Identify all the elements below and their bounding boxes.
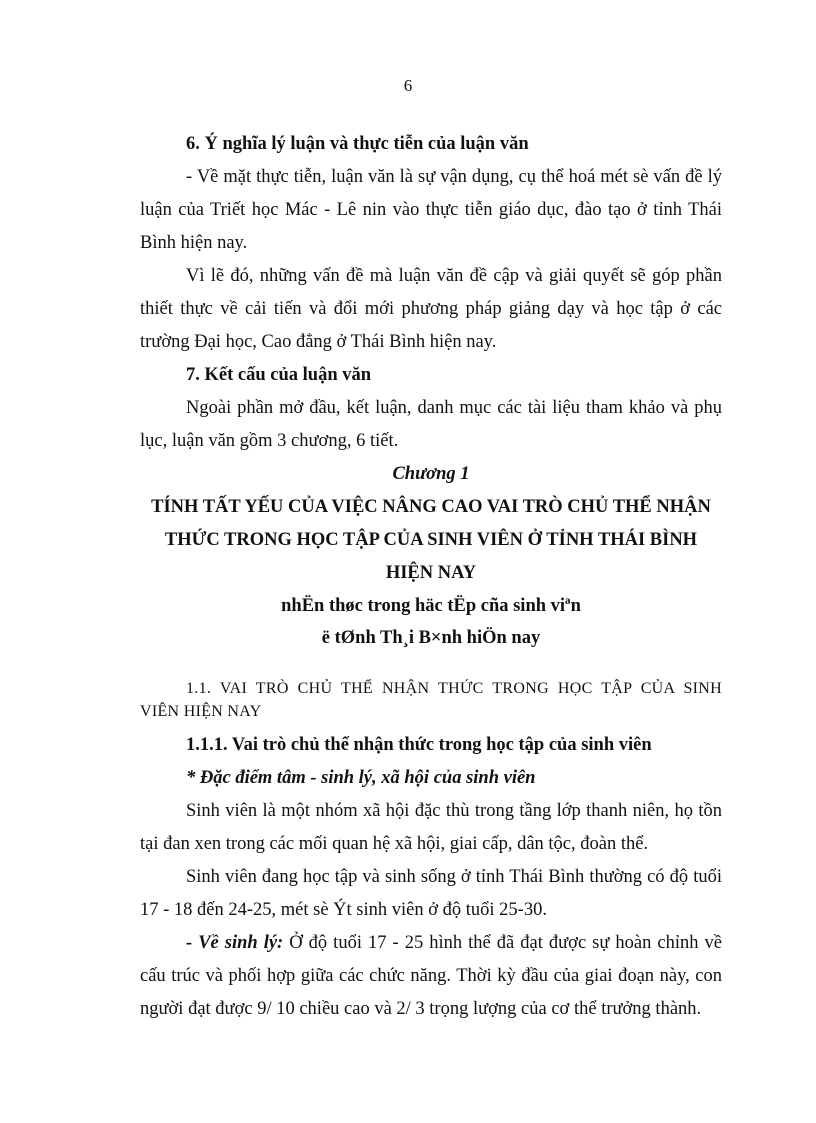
paragraph-line <box>186 932 722 954</box>
chapter-title-line: HIỆN NAY <box>385 563 477 583</box>
chapter-title-line: TÍNH TẤT YẾU CỦA VIỆC NÂNG CAO VAI TRÒ CHỦ THỂ NHẬN <box>151 497 711 517</box>
paragraph-line: trường Đại học, Cao đẳng ở Thái Bình hiện nay. <box>140 332 497 352</box>
chapter-title-line: THỨC TRONG HỌC TẬP CỦA SINH VIÊN Ở TỈNH THÁI BÌNH <box>164 530 698 550</box>
paragraph-line: thiết thực về cải tiến và đổi mới phương pháp giảng dạy và học tập ở các <box>140 299 722 319</box>
paragraph-line: luận của Triết học Mác - Lê nin vào thực tiễn giáo dục, đào tạo ở tỉnh Thái <box>140 200 722 220</box>
paragraph-line: người đạt được 9/ 10 chiều cao và 2/ 3 trọng lượng của cơ thể trưởng thành. <box>140 999 702 1019</box>
paragraph-line: 17 - 18 đến 24-25, mét sè Ýt sinh viên ở độ tuổi 25-30. <box>140 900 547 920</box>
italic-subheading: * Đặc điểm tâm - sinh lý, xã hội của sinh viên <box>186 768 536 788</box>
section-6-heading: 6. Ý nghĩa lý luận và thực tiễn của luận văn <box>186 134 529 154</box>
garbled-title-line: nhËn thøc trong häc tËp cña sinh viªn <box>281 596 581 616</box>
physiology-text: Ở độ tuổi 17 - 25 hình thể đã đạt được sự hoàn chỉnh về <box>283 933 723 953</box>
section-1-1-heading: VIÊN HIỆN NAY <box>140 703 262 720</box>
section-1-1-heading: 1.1. VAI TRÒ CHỦ THỂ NHẬN THỨC TRONG HỌC TẬP CỦA SINH <box>186 680 722 697</box>
physiology-label: - Về sinh lý: <box>186 933 284 953</box>
garbled-title-line: ë tØnh Th¸i B×nh hiÖn nay <box>321 628 541 648</box>
paragraph-line: tại đan xen trong các mối quan hệ xã hội, giai cấp, dân tộc, đoàn thể. <box>140 834 649 854</box>
paragraph-line: Sinh viên đang học tập và sinh sống ở tỉnh Thái Bình thường có độ tuổi <box>186 867 722 887</box>
paragraph-line: - Về mặt thực tiễn, luận văn là sự vận dụng, cụ thể hoá mét sè vấn đề lý <box>186 167 722 187</box>
page-number: 6 <box>403 76 413 95</box>
paragraph-line: Ngoài phần mở đầu, kết luận, danh mục các tài liệu tham khảo và phụ <box>186 398 722 418</box>
paragraph-line: lục, luận văn gồm 3 chương, 6 tiết. <box>140 431 399 451</box>
chapter-label: Chương 1 <box>392 464 470 484</box>
section-7-heading: 7. Kết cấu của luận văn <box>186 365 372 385</box>
paragraph-line: Vì lẽ đó, những vấn đề mà luận văn đề cập và giải quyết sẽ góp phần <box>186 266 722 286</box>
section-1-1-1-heading: 1.1.1. Vai trò chủ thể nhận thức trong học tập của sinh viên <box>186 735 652 755</box>
paragraph-line: cấu trúc và phối hợp giữa các chức năng. Thời kỳ đầu của giai đoạn này, con <box>140 966 722 986</box>
paragraph-line: Bình hiện nay. <box>140 233 248 253</box>
paragraph-line: Sinh viên là một nhóm xã hội đặc thù trong tầng lớp thanh niên, họ tồn <box>186 801 722 821</box>
